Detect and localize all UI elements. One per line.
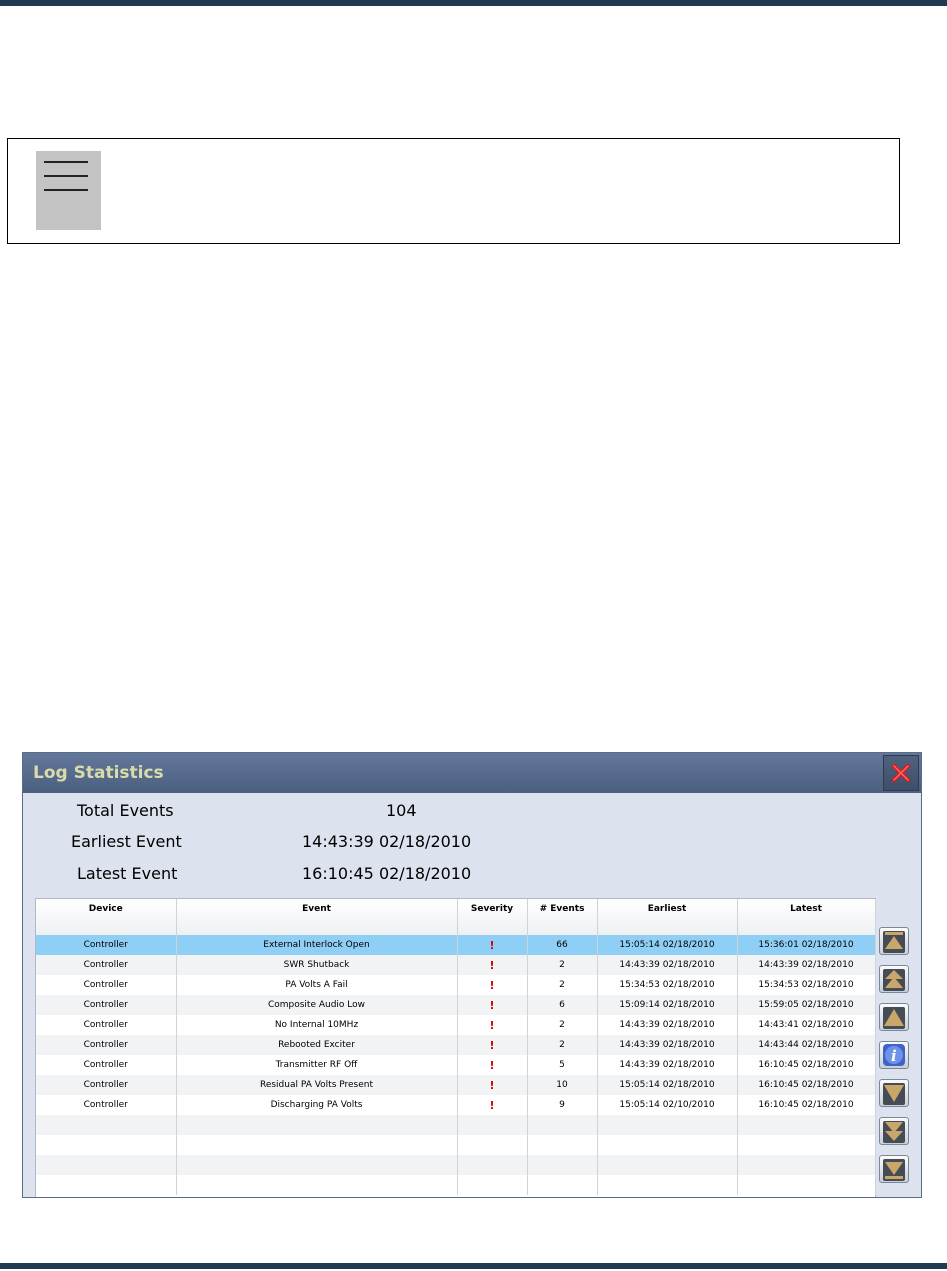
severity-alarm-icon: ! [489,998,495,1012]
line-up-icon [881,1005,907,1029]
log-table [35,898,876,1198]
cell-severity [457,955,527,975]
column-header-events-count[interactable]: # Events [527,899,597,935]
table-row[interactable] [36,975,875,995]
cell-event-count: 2 [527,975,597,995]
empty-cell [527,1175,597,1195]
close-button[interactable] [883,755,919,791]
table-row[interactable] [36,1015,875,1035]
scroll-top-button[interactable] [879,927,909,955]
cell-device: Controller [36,1075,176,1095]
earliest-event-label: Earliest Event [71,832,182,851]
cell-severity [457,995,527,1015]
cell-latest: 15:36:01 02/18/2010 [737,935,875,955]
cell-event-count: 2 [527,1035,597,1055]
empty-cell [457,1155,527,1175]
severity-alarm-icon: ! [489,1078,495,1092]
note-icon [36,151,101,230]
table-row[interactable] [36,935,875,955]
cell-event-count: 66 [527,935,597,955]
cell-earliest: 15:05:14 02/10/2010 [597,1095,737,1115]
dialog-title: Log Statistics [33,763,164,783]
cell-device: Controller [36,975,176,995]
table-row[interactable] [36,955,875,975]
cell-severity [457,1055,527,1075]
line-down-icon [881,1081,907,1105]
page-up-icon [881,967,907,991]
empty-table-row [36,1115,875,1135]
cell-event-count: 5 [527,1055,597,1075]
severity-alarm-icon: ! [489,1098,495,1112]
empty-cell [737,1175,875,1195]
cell-device: Controller [36,1095,176,1115]
empty-cell [36,1155,176,1175]
cell-earliest: 14:43:39 02/18/2010 [597,1015,737,1035]
severity-alarm-icon: ! [489,938,495,952]
severity-alarm-icon: ! [489,978,495,992]
page-down-button[interactable] [879,1117,909,1145]
cell-event: SWR Shutback [176,955,457,975]
close-icon [890,762,912,784]
info-button[interactable] [879,1041,909,1069]
severity-alarm-icon: ! [489,958,495,972]
cell-latest: 16:10:45 02/18/2010 [737,1095,875,1115]
cell-severity [457,975,527,995]
severity-alarm-icon: ! [489,1018,495,1032]
empty-cell [457,1135,527,1155]
scroll-bottom-icon [881,1157,907,1181]
empty-cell [36,1115,176,1135]
cell-severity [457,1015,527,1035]
cell-latest: 16:10:45 02/18/2010 [737,1055,875,1075]
empty-cell [597,1155,737,1175]
page-down-icon [881,1119,907,1143]
note-box [7,138,900,244]
cell-earliest: 15:09:14 02/18/2010 [597,995,737,1015]
empty-cell [527,1115,597,1135]
cell-event: External Interlock Open [176,935,457,955]
cell-earliest: 15:34:53 02/18/2010 [597,975,737,995]
cell-device: Controller [36,1015,176,1035]
cell-event: Composite Audio Low [176,995,457,1015]
cell-device: Controller [36,1035,176,1055]
severity-alarm-icon: ! [489,1058,495,1072]
cell-event-count: 9 [527,1095,597,1115]
empty-cell [597,1175,737,1195]
empty-cell [176,1175,457,1195]
cell-latest: 14:43:39 02/18/2010 [737,955,875,975]
empty-cell [597,1115,737,1135]
total-events-label: Total Events [77,801,174,820]
table-row[interactable] [36,1095,875,1115]
top-rule [0,0,947,6]
log-statistics-dialog [22,752,922,1198]
cell-latest: 14:43:44 02/18/2010 [737,1035,875,1055]
latest-event-label: Latest Event [77,864,178,883]
empty-cell [457,1175,527,1195]
cell-severity [457,1035,527,1055]
cell-event-count: 2 [527,955,597,975]
cell-latest: 15:34:53 02/18/2010 [737,975,875,995]
line-up-button[interactable] [879,1003,909,1031]
severity-alarm-icon: ! [489,1038,495,1052]
empty-cell [597,1135,737,1155]
total-events-value: 104 [386,801,417,820]
page-up-button[interactable] [879,965,909,993]
titlebar [23,753,921,793]
empty-cell [36,1135,176,1155]
cell-latest: 15:59:05 02/18/2010 [737,995,875,1015]
table-row[interactable] [36,1035,875,1055]
column-header-earliest[interactable]: Earliest [597,899,737,935]
empty-table-row [36,1175,875,1195]
earliest-event-value: 14:43:39 02/18/2010 [302,832,472,851]
cell-event-count: 2 [527,1015,597,1035]
cell-event: Residual PA Volts Present [176,1075,457,1095]
cell-device: Controller [36,995,176,1015]
cell-latest: 14:43:41 02/18/2010 [737,1015,875,1035]
empty-cell [176,1155,457,1175]
empty-cell [737,1135,875,1155]
table-header-row [36,899,875,935]
column-header-latest[interactable]: Latest [737,899,875,935]
table-row[interactable] [36,1055,875,1075]
empty-cell [737,1155,875,1175]
empty-cell [36,1175,176,1195]
line-down-button[interactable] [879,1079,909,1107]
empty-cell [457,1115,527,1135]
svg-text:i: i [891,1047,897,1065]
empty-table-row [36,1135,875,1155]
column-header-device[interactable]: Device [36,899,176,935]
cell-device: Controller [36,935,176,955]
bottom-rule [0,1263,947,1269]
info-icon [881,1043,907,1067]
empty-cell [527,1155,597,1175]
cell-severity [457,1075,527,1095]
table-row[interactable] [36,995,875,1015]
cell-earliest: 15:05:14 02/18/2010 [597,935,737,955]
cell-severity [457,935,527,955]
empty-cell [527,1135,597,1155]
table-row[interactable] [36,1075,875,1095]
scroll-top-icon [881,929,907,953]
cell-earliest: 15:05:14 02/18/2010 [597,1075,737,1095]
cell-event: Transmitter RF Off [176,1055,457,1075]
empty-cell [176,1135,457,1155]
cell-earliest: 14:43:39 02/18/2010 [597,1035,737,1055]
empty-cell [737,1115,875,1135]
cell-event-count: 10 [527,1075,597,1095]
column-header-severity[interactable]: Severity [457,899,527,935]
cell-device: Controller [36,1055,176,1075]
scroll-bottom-button[interactable] [879,1155,909,1183]
latest-event-value: 16:10:45 02/18/2010 [302,864,472,883]
cell-earliest: 14:43:39 02/18/2010 [597,1055,737,1075]
empty-table-row [36,1155,875,1175]
cell-event: Discharging PA Volts [176,1095,457,1115]
cell-device: Controller [36,955,176,975]
cell-event: PA Volts A Fail [176,975,457,995]
cell-severity [457,1095,527,1115]
cell-latest: 16:10:45 02/18/2010 [737,1075,875,1095]
empty-cell [176,1115,457,1135]
column-header-event[interactable]: Event [176,899,457,935]
cell-event-count: 6 [527,995,597,1015]
cell-earliest: 14:43:39 02/18/2010 [597,955,737,975]
cell-event: No Internal 10MHz [176,1015,457,1035]
cell-event: Rebooted Exciter [176,1035,457,1055]
